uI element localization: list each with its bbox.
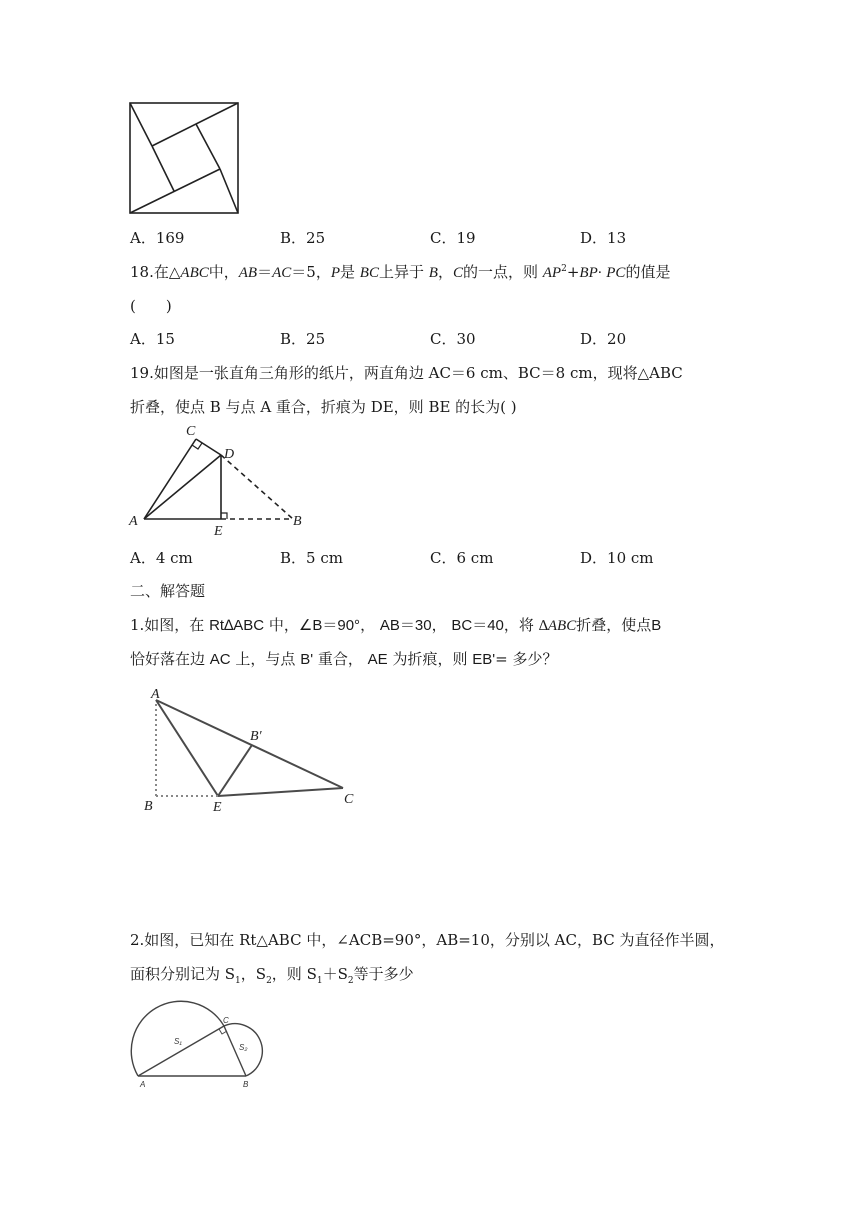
q19-option-a: A．4 cm	[130, 549, 193, 567]
q17-option-d: D．13	[580, 229, 627, 247]
p1-segment-ec	[218, 788, 343, 796]
q17-options	[130, 228, 770, 248]
q19-options	[130, 548, 770, 568]
q19-segment-ad	[144, 455, 221, 519]
p2-side-ac	[138, 1026, 224, 1076]
p2-label-s2: S₂	[239, 1043, 248, 1052]
q18-stem-line1: 18.在△ABC中，AB＝AC＝5，P是 BC上异于 B，C的一点，则 $AP^2+BP\cdot$ PC的值是	[130, 263, 671, 281]
q19-stem-line1: 19.如图是一张直角三角形的纸片，两直角边 AC＝6 cm、BC＝8 cm，现将△ABC	[130, 364, 683, 382]
q17-option-b: B．25	[280, 229, 326, 247]
q18-option-d: D．20	[580, 330, 627, 348]
q17-figure	[128, 101, 240, 215]
p1-stem-line2: 恰好落在边 AC 上，与点 B' 重合， AE 为折痕，则 EB'= 多少？	[130, 650, 558, 668]
p2-label-a: A	[140, 1080, 146, 1089]
q19-stem-line2: 折叠，使点 B 与点 A 重合，折痕为 DE，则 BE 的长为( )	[130, 398, 517, 416]
p1-label-b: B	[144, 799, 153, 814]
q17-segment	[152, 103, 238, 146]
q17-option-a: A．169	[130, 229, 185, 247]
q19-label-e: E	[214, 524, 223, 539]
q19-figure	[126, 422, 316, 540]
p1-segment-eb-prime	[218, 745, 252, 796]
q19-option-c: C．6 cm	[430, 549, 494, 567]
q18-options	[130, 329, 770, 349]
q19-label-a: A	[129, 514, 138, 529]
q17-outer-square	[130, 103, 238, 213]
section-heading: 二、解答题	[130, 582, 206, 600]
q19-right-angle-e	[221, 513, 227, 519]
q19-side-ac	[144, 439, 196, 519]
q18-option-c: C．30	[430, 330, 476, 348]
p2-figure	[130, 1000, 280, 1095]
p2-label-s1: S₁	[174, 1037, 182, 1046]
p1-label-a: A	[151, 687, 160, 702]
p1-label-b-prime: B′	[250, 729, 262, 744]
p1-label-c: C	[344, 792, 354, 807]
p2-stem-line1: 2.如图，已知在 Rt△ABC 中，∠ACB=90°，AB=10，分别以 AC，BC 为直径作半圆，	[130, 931, 725, 949]
q17-option-c: C．19	[430, 229, 476, 247]
q17-segment	[152, 146, 174, 191]
q19-dashed-db	[221, 455, 293, 519]
q18-answer-paren: ( )	[130, 297, 172, 315]
q17-segment	[130, 169, 220, 213]
p1-label-e: E	[213, 800, 222, 815]
q19-label-b: B	[293, 514, 302, 529]
p1-figure	[138, 682, 368, 818]
q18-option-a: A．15	[130, 330, 175, 348]
p1-stem-line1: 1.如图，在 Rt∆ABC 中，∠B＝90°， AB＝30， BC＝40，将 ∆ABC折叠，使点B	[130, 616, 662, 634]
q17-segment	[196, 124, 220, 169]
q19-option-d: D．10 cm	[580, 549, 654, 567]
p2-label-b: B	[243, 1080, 249, 1089]
q17-segment	[220, 169, 238, 213]
q19-option-b: B．5 cm	[280, 549, 343, 567]
q17-segment	[130, 103, 152, 146]
p2-label-c: C	[223, 1016, 229, 1025]
q19-label-d: D	[224, 447, 235, 462]
q19-label-c: C	[186, 424, 196, 439]
q18-option-b: B．25	[280, 330, 326, 348]
p2-stem-line2: 面积分别记为 $S_1$，$S_2$，则 $S_1+S_2$等于多少	[130, 965, 414, 986]
